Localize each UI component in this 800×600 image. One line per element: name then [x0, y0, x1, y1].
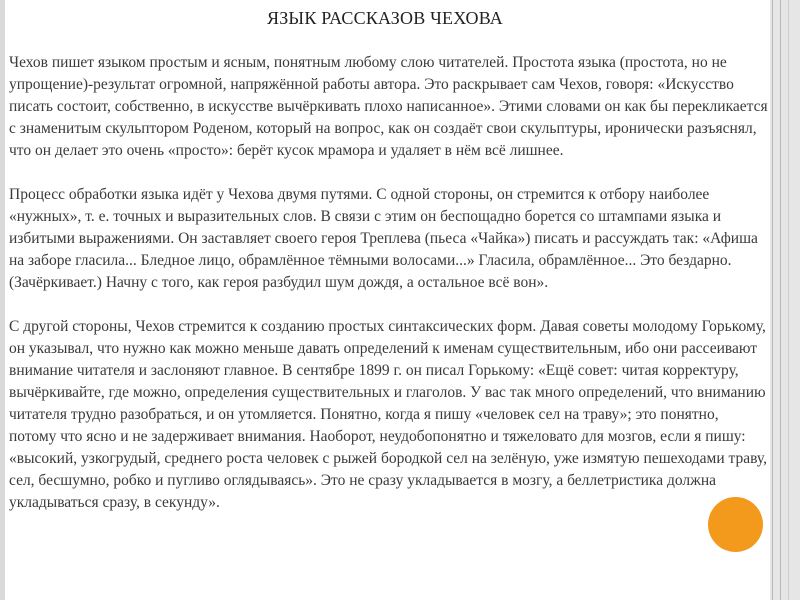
paragraph-2: Процесс обработки языка идёт у Чехова двумя путями. С одной стороны, он стремится к отбору наиболее «нужных», т. е. точных и выразительных слов. В связи с этим он беспощадно борется со штампами языка и избитыми выражениями. Он заставляет своего героя Треплева (пьеса «Чайка») писать и рассуждать так: «Афиша на заборе гласила... Бледное лицо, обрамлённое тёмными волосами...» Гласила, обрамлённое... Это бездарно. (Зачёркивает.) Начну с того, как героя разбудил шум дождя, а остальное всё вон».	[9, 186, 758, 291]
paragraph-1: Чехов пишет языком простым и ясным, понятным любому слою читателей. Простота языка (простота, но не упрощение)-результат огромной, напряжённой работы автора. Это раскрывает сам Чехов, говоря: «Искусство писать состоит, собственно, в искусстве вычёркивать плохо написанное». Этими словами он как бы перекликается с знаменитым скульптором Роденом, который на вопрос, как он создаёт свои скульптуры, иронически разъяснял, что он делает это очень «просто»: берёт кусок мрамора и удаляет в нём всё лишнее.	[9, 54, 768, 159]
right-decorative-panel	[770, 0, 800, 600]
left-decorative-stripe	[0, 0, 5, 600]
right-decorative-line	[780, 0, 781, 600]
right-decorative-line	[772, 0, 773, 600]
orange-circle-decoration	[708, 497, 763, 552]
slide-body	[9, 52, 769, 536]
right-decorative-line	[788, 0, 789, 600]
slide-title: ЯЗЫК РАССКАЗОВ ЧЕХОВА	[267, 8, 503, 28]
paragraph-3: С другой стороны, Чехов стремится к созданию простых синтаксических форм. Давая советы молодому Горькому, он указывал, что нужно как можно меньше давать определений к именам существительным, ибо они рассеивают внимание читателя и заслоняют главное. В сентябре 1899 г. он писал Горькому: «Ещё совет: читая корректуру, вычёркивайте, где можно, определения существительных и глаголов. У вас так много определений, что вниманию читателя трудно разобраться, и он утомляется. Понятно, когда я пишу «человек сел на траву»; это понятно, потому что ясно и не задерживает внимания. Наоборот, неудобопонятно и тяжеловато для мозгов, если я пишу: «высокий, узкогрудый, среднего роста человек с рыжей бородкой сел на зелёную, уже измятую пешеходами траву, сел, бесшумно, робко и пугливо оглядываясь». Это не сразу укладывается в мозгу, а беллетристика должна укладываться сразу, в секунду».	[9, 318, 767, 511]
